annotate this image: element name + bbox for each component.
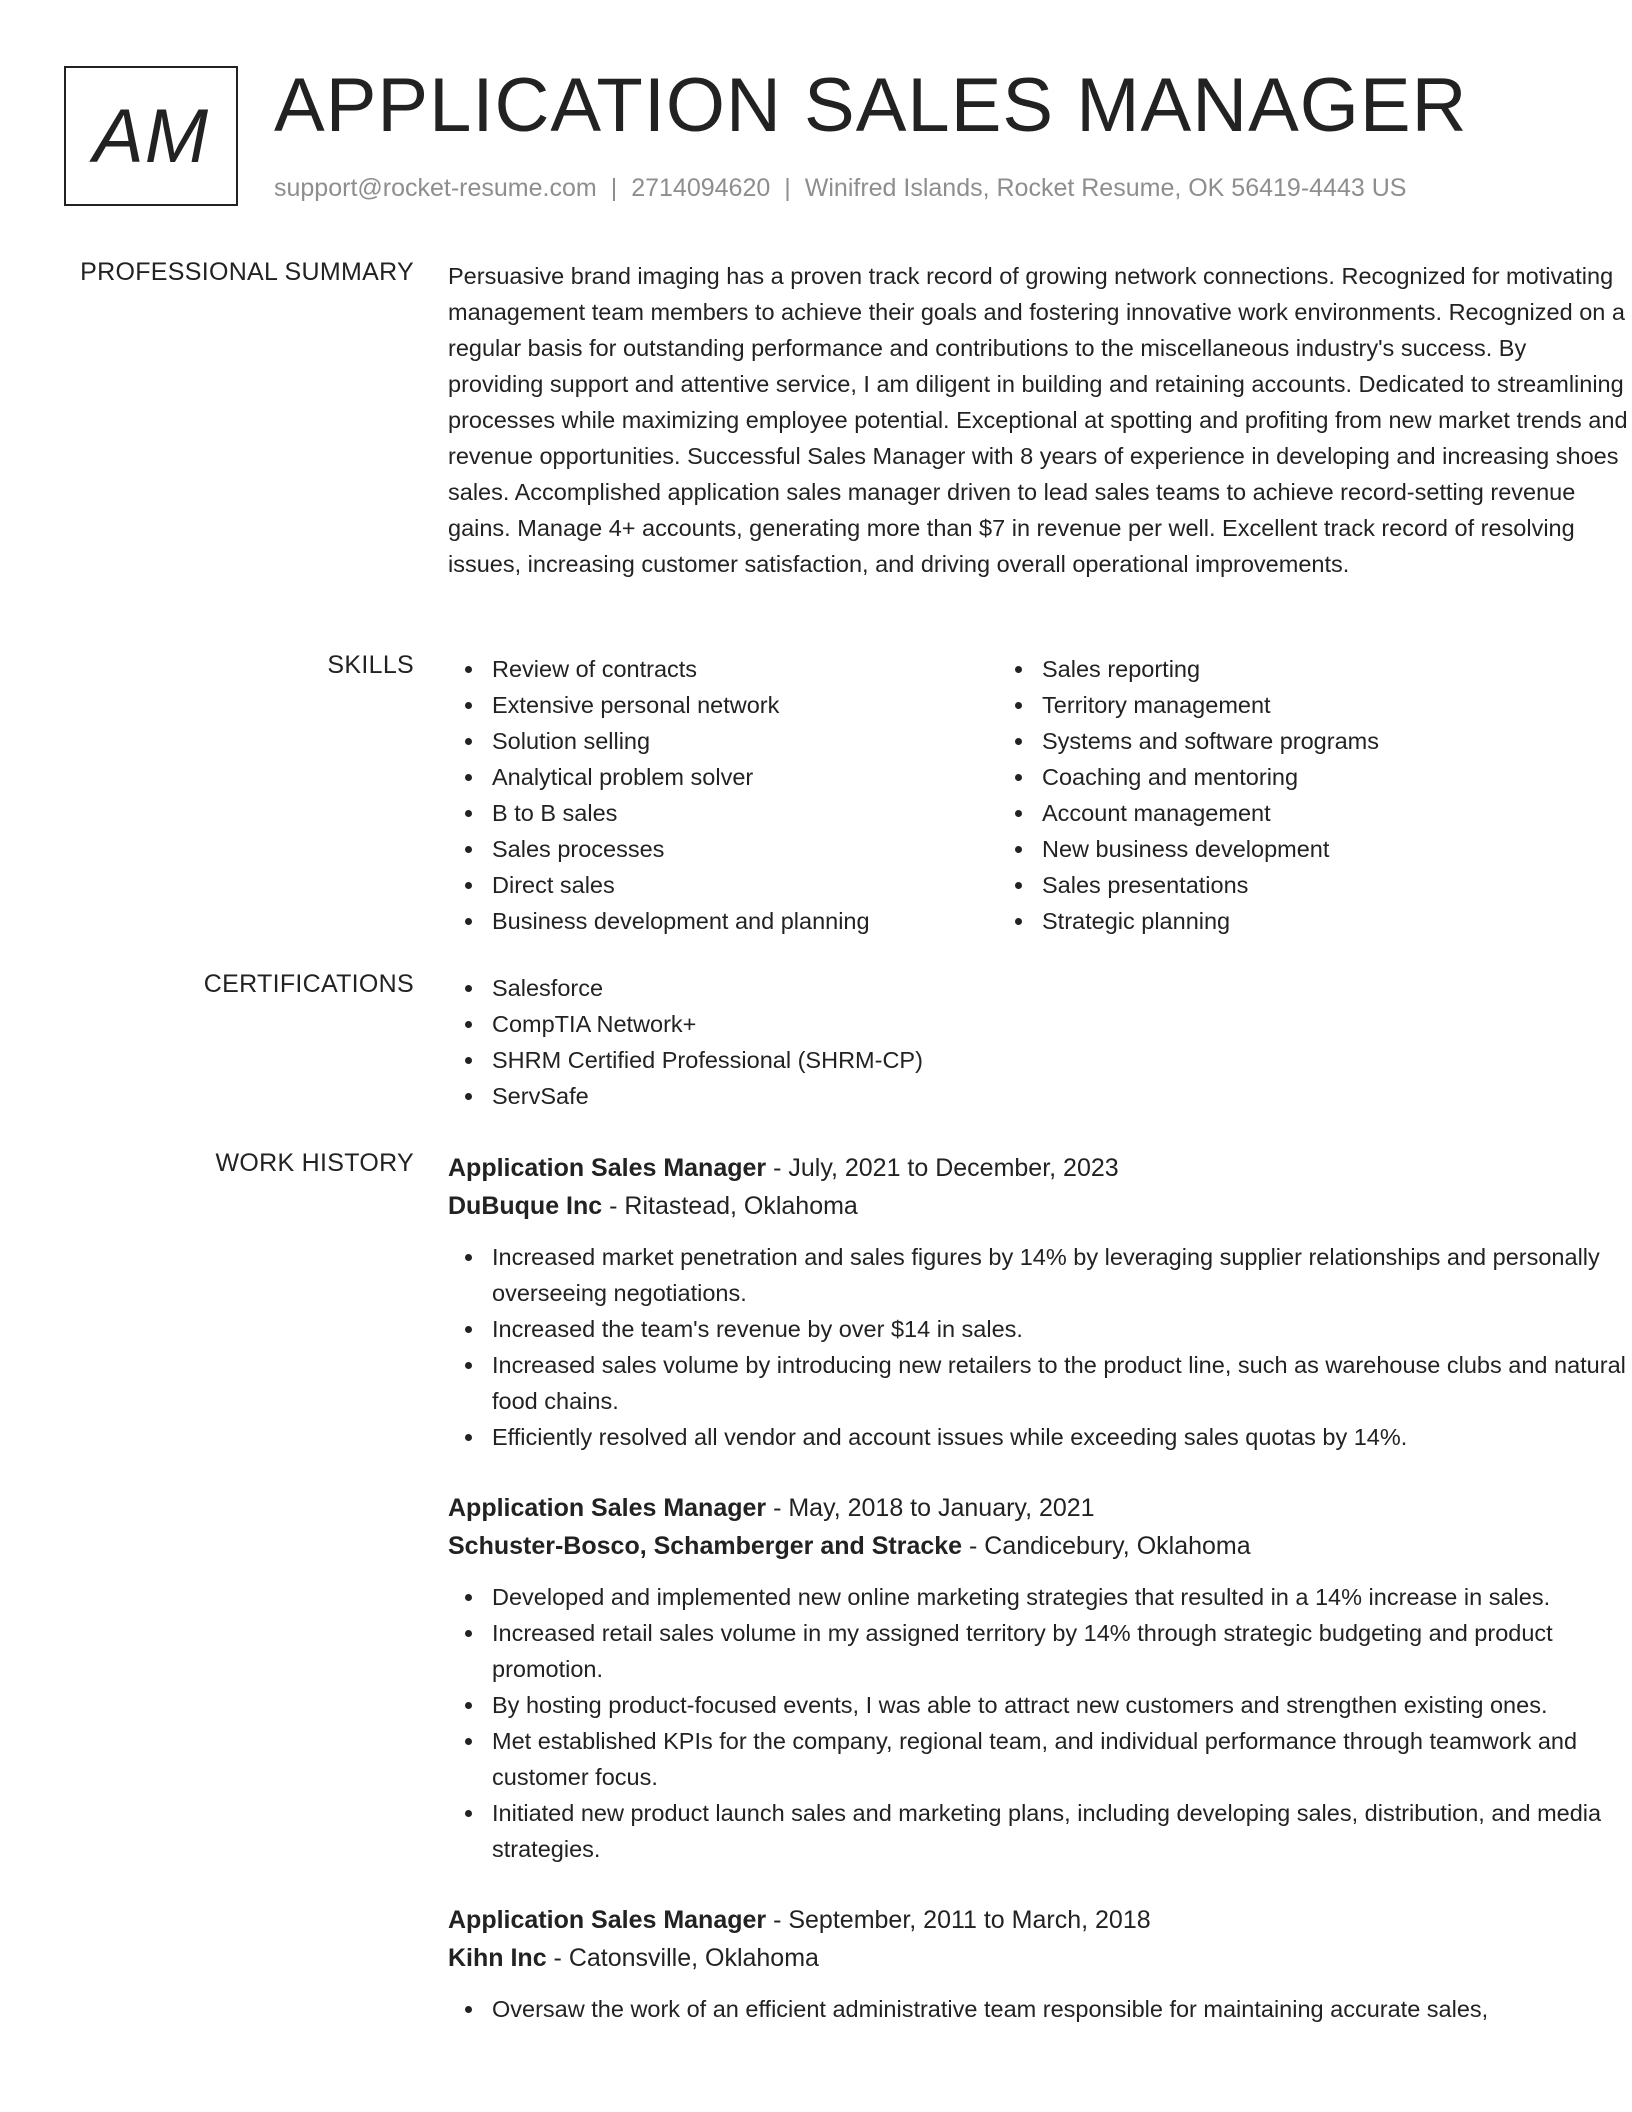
job-company: Schuster-Bosco, Schamberger and Stracke <box>448 1532 963 1560</box>
job-title: Application Sales Manager <box>448 1494 767 1522</box>
job-bullet: Increased sales volume by introducing new retailers to the product line, such as warehouse clubs and natural food chains. <box>492 1347 1628 1419</box>
contact-phone: 2714094620 <box>631 174 771 202</box>
certifications-label: CERTIFICATIONS <box>203 970 414 998</box>
job-location: - Ritastead, Oklahoma <box>602 1192 858 1220</box>
job-company-line <box>448 1187 1628 1225</box>
job-bullets <box>448 1991 1628 2027</box>
skill-item: Sales reporting <box>1042 651 1548 687</box>
contact-separator: | <box>610 174 618 202</box>
job-entry <box>448 1901 1628 2027</box>
summary-body <box>448 258 1628 582</box>
resume-header <box>64 63 1564 208</box>
skills-label: SKILLS <box>327 651 414 679</box>
skill-item: Extensive personal network <box>492 687 998 723</box>
initials-monogram: AM <box>64 66 238 206</box>
job-bullet: Efficiently resolved all vendor and account issues while exceeding sales quotas by 14%. <box>492 1419 1628 1455</box>
skills-list-right <box>998 651 1548 939</box>
summary-label: PROFESSIONAL SUMMARY <box>80 258 414 286</box>
job-entry <box>448 1149 1628 1455</box>
summary-text: Persuasive brand imaging has a proven track record of growing network connections. Recognized for motivating management team members to achieve their goals and fostering innovative work environments. Recognized on a regular basis for outstanding performance and contributions to the miscellaneous industry's success. By providing support and attentive service, I am diligent in building and retaining accounts. Dedicated to streamlining processes while maximizing employee potential. Exceptional at spotting and profiting from new market trends and revenue opportunities. Successful Sales Manager with 8 years of experience in developing and increasing shoes sales. Accomplished application sales manager driven to lead sales teams to achieve record-setting revenue gains. Manage 4+ accounts, generating more than $7 in revenue per well. Excellent track record of resolving issues, increasing customer satisfaction, and driving overall operational improvements. <box>448 263 1628 577</box>
job-title: Application Sales Manager <box>448 1906 767 1934</box>
job-company-line <box>448 1527 1628 1565</box>
job-title-line <box>448 1149 1628 1187</box>
skill-item: Solution selling <box>492 723 998 759</box>
job-bullets <box>448 1239 1628 1455</box>
certification-item: Salesforce <box>492 970 1628 1006</box>
job-bullet: By hosting product-focused events, I was able to attract new customers and strengthen existing ones. <box>492 1687 1628 1723</box>
contact-address: Winifred Islands, Rocket Resume, OK 56419-4443 US <box>804 174 1407 202</box>
job-bullet: Oversaw the work of an efficient administrative team responsible for maintaining accurate sales, <box>492 1991 1628 2027</box>
job-bullet: Increased retail sales volume in my assigned territory by 14% through strategic budgeting and product promotion. <box>492 1615 1628 1687</box>
certification-item: ServSafe <box>492 1078 1628 1114</box>
resume-title: APPLICATION SALES MANAGER <box>274 63 1468 148</box>
skill-item: Review of contracts <box>492 651 998 687</box>
job-dates: - May, 2018 to January, 2021 <box>766 1494 1095 1522</box>
job-bullet: Increased the team's revenue by over $14 in sales. <box>492 1311 1628 1347</box>
job-location: - Catonsville, Oklahoma <box>546 1944 819 1972</box>
skill-item: Systems and software programs <box>1042 723 1548 759</box>
job-company: Kihn Inc <box>448 1944 547 1972</box>
job-bullet: Increased market penetration and sales figures by 14% by leveraging supplier relationships and personally overseeing negotiations. <box>492 1239 1628 1311</box>
skill-item: New business development <box>1042 831 1548 867</box>
certification-item: CompTIA Network+ <box>492 1006 1628 1042</box>
certifications-list <box>448 970 1628 1114</box>
skills-list-left <box>448 651 998 939</box>
skill-item: Coaching and mentoring <box>1042 759 1548 795</box>
skill-item: Account management <box>1042 795 1548 831</box>
job-dates: - July, 2021 to December, 2023 <box>766 1154 1119 1182</box>
job-bullet: Developed and implemented new online marketing strategies that resulted in a 14% increase in sales. <box>492 1579 1628 1615</box>
job-title-line <box>448 1901 1628 1939</box>
contact-separator: | <box>784 174 791 202</box>
job-title-line <box>448 1489 1628 1527</box>
contact-line <box>274 174 1406 203</box>
contact-email: support@rocket-resume.com <box>274 174 597 202</box>
skill-item: Strategic planning <box>1042 903 1548 939</box>
skill-item: Sales processes <box>492 831 998 867</box>
certification-item: SHRM Certified Professional (SHRM-CP) <box>492 1042 1628 1078</box>
job-bullet: Initiated new product launch sales and marketing plans, including developing sales, distribution, and media strategies. <box>492 1795 1628 1867</box>
certifications-body <box>448 970 1628 1114</box>
job-dates: - September, 2011 to March, 2018 <box>766 1906 1151 1934</box>
job-entry <box>448 1489 1628 1867</box>
job-location: - Candicebury, Oklahoma <box>962 1532 1251 1560</box>
skill-item: Territory management <box>1042 687 1548 723</box>
skill-item: Business development and planning <box>492 903 998 939</box>
skill-item: Direct sales <box>492 867 998 903</box>
job-bullet: Met established KPIs for the company, regional team, and individual performance through teamwork and customer focus. <box>492 1723 1628 1795</box>
job-title: Application Sales Manager <box>448 1154 767 1182</box>
skill-item: Sales presentations <box>1042 867 1548 903</box>
job-bullets <box>448 1579 1628 1867</box>
skills-body <box>448 651 1628 939</box>
work-history-label: WORK HISTORY <box>215 1149 414 1177</box>
job-company-line <box>448 1939 1628 1977</box>
job-company: DuBuque Inc <box>448 1192 603 1220</box>
work-history-body <box>448 1149 1628 2061</box>
skill-item: Analytical problem solver <box>492 759 998 795</box>
skill-item: B to B sales <box>492 795 998 831</box>
